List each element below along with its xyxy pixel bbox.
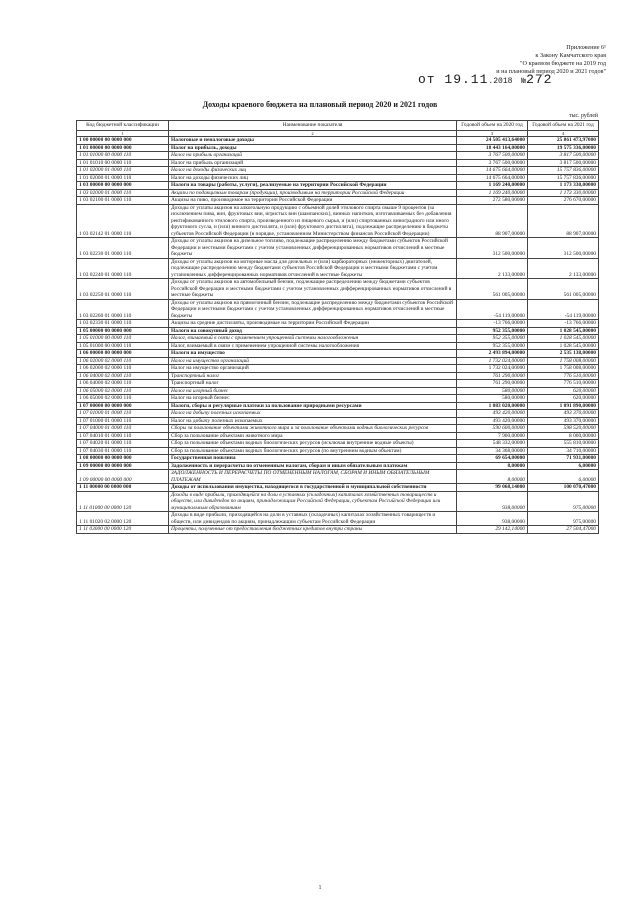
row-value-2021: 276 670,00000 <box>528 197 599 205</box>
row-value-2021: 2 535 138,00000 <box>528 350 599 358</box>
row-code: 1 06 05000 02 0000 110 <box>77 395 169 403</box>
row-value-2021: -54 119,00000 <box>528 299 599 320</box>
row-value-2021: 15 757 836,00000 <box>528 174 599 182</box>
row-value-2021: 493 370,00000 <box>528 410 599 418</box>
row-code: 1 01 00000 00 0000 000 <box>77 144 169 152</box>
row-name: Сбор за пользование объектами водных биологических ресурсов (исключая внутренние водные объекты) <box>169 440 457 448</box>
row-name: Доходы от уплаты акцизов на моторные масла для дизельных и (или) карбюраторных (инжекторных) двигателей, подлежащие распределению между бюджетами субъектов Российской Федерации и местными бюджетами с учетом установленных дифференцированных нормативов отчислений в местные бюджеты <box>169 258 457 279</box>
table-row <box>77 455 599 463</box>
stamp-date: от 19.11 <box>418 72 489 87</box>
row-value-2021: 620,00000 <box>528 387 599 395</box>
row-value-2021: 3 817 500,00000 <box>528 159 599 167</box>
table-row <box>77 372 599 380</box>
row-value-2020: 8,00000 <box>457 462 528 470</box>
table-row <box>77 402 599 410</box>
table-row <box>77 365 599 373</box>
row-name: Налог на добычу полезных ископаемых <box>169 410 457 418</box>
row-value-2021: 312 500,00000 <box>528 238 599 259</box>
row-code: 1 07 00000 00 0000 000 <box>77 402 169 410</box>
table-row <box>77 357 599 365</box>
table-row <box>77 335 599 343</box>
row-value-2021: 3 817 500,00000 <box>528 152 599 160</box>
row-value-2020: 272 580,00000 <box>457 197 528 205</box>
row-code: 1 05 01000 00 0000 110 <box>77 342 169 350</box>
row-name: Доходы в виде прибыли, приходящейся на доли в уставных (складочных) капиталах хозяйственных товариществ и обществ, или дивидендов по акциям, принадлежащим субъектам Российской Федерации <box>169 512 457 526</box>
row-code: 1 07 01000 01 0000 110 <box>77 410 169 418</box>
row-value-2021: 598 520,00000 <box>528 425 599 433</box>
table-row <box>77 395 599 403</box>
row-value-2020: 3 767 500,00000 <box>457 152 528 160</box>
stamp-number-prefix: № <box>521 77 527 86</box>
row-code: 1 06 02000 02 0000 110 <box>77 357 169 365</box>
table-row <box>77 238 599 259</box>
appendix-line: "О краевом бюджете на 2019 год <box>520 60 606 67</box>
row-value-2020: 548 332,00000 <box>457 440 528 448</box>
row-code: 1 08 00000 00 0000 000 <box>77 455 169 463</box>
row-value-2020: 29 142,14000 <box>457 526 528 534</box>
table-row <box>77 144 599 152</box>
table-row <box>77 320 599 328</box>
row-value-2021: 100 070,47000 <box>528 484 599 492</box>
row-value-2021: 6,00000 <box>528 470 599 484</box>
appendix-line: Приложение 6¹ <box>566 44 606 51</box>
row-code: 1 03 02100 01 0000 110 <box>77 197 169 205</box>
table-row <box>77 491 599 512</box>
row-name: Налог, взимаемый в связи с применением упрощенной системы налогообложения <box>169 335 457 343</box>
table-row <box>77 279 599 300</box>
row-value-2020: 3 767 500,00000 <box>457 159 528 167</box>
row-name: Доходы от уплаты акцизов на автомобильный бензин, подлежащие распределению между бюджетами субъектов Российской Федерации и местными бюджетами с учетом установленных дифференцированных нормативов отчислений в местные бюджеты <box>169 279 457 300</box>
table-row <box>77 342 599 350</box>
row-value-2021: 776 510,00000 <box>528 380 599 388</box>
row-code: 1 03 02260 01 0000 110 <box>77 299 169 320</box>
row-code: 1 05 01000 00 0000 110 <box>77 335 169 343</box>
row-name: Акцизы на средние дистилляты, производимые на территории Российской Федерации <box>169 320 457 328</box>
row-name: Налог на доходы физических лиц <box>169 167 457 175</box>
row-value-2021: 620,00000 <box>528 395 599 403</box>
column-number: 1 <box>77 131 169 137</box>
row-name: Налоги на имущество <box>169 350 457 358</box>
stamp-number: 272 <box>526 72 553 87</box>
row-code: 1 03 00000 00 0000 000 <box>77 182 169 190</box>
row-value-2020: 24 505 413,64000 <box>457 137 528 145</box>
table-header-row <box>77 121 599 131</box>
row-code: 1 07 04000 01 0000 110 <box>77 425 169 433</box>
table-row <box>77 462 599 470</box>
table-row <box>77 425 599 433</box>
row-code: 1 06 02000 02 0000 110 <box>77 365 169 373</box>
row-code: 1 07 04020 01 0000 110 <box>77 440 169 448</box>
table-row <box>77 299 599 320</box>
row-value-2020: 18 443 164,00000 <box>457 144 528 152</box>
row-value-2021: 975,00000 <box>528 491 599 512</box>
row-code: 1 11 03000 00 0000 120 <box>77 526 169 534</box>
row-name: Налоги, сборы и регулярные платежи за пользование природными ресурсами <box>169 402 457 410</box>
row-value-2020: 1 169 240,00000 <box>457 189 528 197</box>
row-code: 1 03 02250 01 0000 110 <box>77 279 169 300</box>
table-row <box>77 470 599 484</box>
row-name: Сборы за пользование объектами животного мира и за пользование объектами водных биологических ресурсов <box>169 425 457 433</box>
row-code: 1 00 00000 00 0000 000 <box>77 137 169 145</box>
row-value-2021: 34 710,00000 <box>528 447 599 455</box>
table-row <box>77 174 599 182</box>
row-code: 1 07 04030 01 0000 110 <box>77 447 169 455</box>
column-number: 2 <box>169 131 457 137</box>
table-row <box>77 484 599 492</box>
row-value-2021: 19 575 336,00000 <box>528 144 599 152</box>
row-code: 1 03 02000 01 0000 110 <box>77 189 169 197</box>
row-code: 1 07 04010 01 0000 110 <box>77 432 169 440</box>
row-value-2021: 776 510,00000 <box>528 372 599 380</box>
revenue-table <box>76 120 599 534</box>
row-code: 1 09 00000 00 0000 000 <box>77 462 169 470</box>
row-value-2020: 952 355,00000 <box>457 342 528 350</box>
row-code: 1 11 00000 00 0000 000 <box>77 484 169 492</box>
table-row <box>77 440 599 448</box>
row-name: Налог, взимаемый в связи с применением упрощенной системы налогообложения <box>169 342 457 350</box>
row-value-2020: 14 675 664,00000 <box>457 167 528 175</box>
table-row <box>77 327 599 335</box>
row-value-2020: 1 732 024,00000 <box>457 365 528 373</box>
table-row <box>77 197 599 205</box>
row-value-2021: 555 810,00000 <box>528 440 599 448</box>
date-stamp <box>418 72 552 87</box>
row-name: Налог на игорный бизнес <box>169 387 457 395</box>
row-code: 1 01 01010 00 0000 110 <box>77 159 169 167</box>
row-value-2020: 761 290,00000 <box>457 372 528 380</box>
row-code: 1 03 02240 01 0000 110 <box>77 258 169 279</box>
table-row <box>77 152 599 160</box>
row-value-2020: 8,00000 <box>457 470 528 484</box>
row-value-2021: 493 370,00000 <box>528 417 599 425</box>
appendix-line: и на плановый период 2020 и 2021 годов" <box>496 68 606 75</box>
row-code: 1 01 02000 01 0000 110 <box>77 167 169 175</box>
row-name: Доходы от уплаты акцизов на алкогольную продукцию с объемной долей этилового спирта свыше 9 процентов (за исключением пива, вин, фруктовых вин, игристых вин (шампанских), винных напитков, изготавливаемых без добавления ректификованного этилового спирта, произведенного из пищевого сырья, и (или) спиртованных виноградного или иного фруктового сусла, и (или) винного дистиллята, и (или) фруктового дистиллята), подлежащие распределению в бюджеты субъектов Российской Федерации (в порядке, установленном Министерством финансов Российской Федерации) <box>169 204 457 238</box>
appendix-line: к Закону Камчатского края <box>535 52 606 59</box>
row-name: Транспортный налог <box>169 380 457 388</box>
row-value-2020: 2 133,00000 <box>457 258 528 279</box>
stamp-year: .2018 <box>488 77 513 86</box>
table-row <box>77 417 599 425</box>
table-row <box>77 447 599 455</box>
row-value-2020: 2 493 894,00000 <box>457 350 528 358</box>
row-value-2021: 2 133,00000 <box>528 258 599 279</box>
row-name: Налог на имущество организаций <box>169 357 457 365</box>
table-row <box>77 512 599 526</box>
row-code: 1 05 00000 00 0000 000 <box>77 327 169 335</box>
row-name: Налог на прибыль организаций <box>169 159 457 167</box>
column-number: 4 <box>528 131 599 137</box>
row-value-2021: -13 766,00000 <box>528 320 599 328</box>
row-value-2020: 1 083 020,00000 <box>457 402 528 410</box>
table-row <box>77 159 599 167</box>
row-value-2020: 1 169 240,00000 <box>457 182 528 190</box>
document-title: Доходы краевого бюджета на плановый период 2020 и 2021 годов <box>202 100 438 109</box>
row-name: Налог на добычу полезных ископаемых <box>169 417 457 425</box>
row-value-2021: 1 091 890,00000 <box>528 402 599 410</box>
table-row <box>77 137 599 145</box>
table-row <box>77 387 599 395</box>
row-value-2021: 975,00000 <box>528 512 599 526</box>
row-value-2020: 7 900,00000 <box>457 432 528 440</box>
table-row <box>77 182 599 190</box>
row-name: Задолженность и перерасчеты по отмененным налогам, сборам и иным обязательным платежам <box>169 462 457 470</box>
row-value-2021: 1 173 330,00000 <box>528 182 599 190</box>
row-value-2020: 580,00000 <box>457 395 528 403</box>
row-code: 1 01 01000 00 0000 110 <box>77 152 169 160</box>
row-value-2021: 1 028 545,00000 <box>528 327 599 335</box>
header-code: Код бюджетной классификации <box>77 121 169 131</box>
row-name: Налог на прибыль, доходы <box>169 144 457 152</box>
row-code: 1 11 01000 00 0000 120 <box>77 491 169 512</box>
row-value-2021: 6,00000 <box>528 462 599 470</box>
row-value-2020: -54 119,00000 <box>457 299 528 320</box>
row-name: Сбор за пользование объектами водных биологических ресурсов (по внутренним водным объектам) <box>169 447 457 455</box>
row-value-2020: 580,00000 <box>457 387 528 395</box>
row-value-2020: 493 420,00000 <box>457 410 528 418</box>
row-code: 1 06 00000 00 0000 000 <box>77 350 169 358</box>
row-value-2020: 938,00000 <box>457 512 528 526</box>
row-value-2020: 952 355,00000 <box>457 327 528 335</box>
table-row <box>77 380 599 388</box>
row-value-2020: 1 732 024,00000 <box>457 357 528 365</box>
row-name: Налоги на совокупный доход <box>169 327 457 335</box>
row-value-2021: 561 005,00000 <box>528 279 599 300</box>
table-row <box>77 167 599 175</box>
header-2021: Годовой объем на 2021 год <box>528 121 599 131</box>
page-number: 1 <box>318 885 322 891</box>
table-row <box>77 350 599 358</box>
row-value-2021: 15 757 836,00000 <box>528 167 599 175</box>
row-name: Налоговые и неналоговые доходы <box>169 137 457 145</box>
row-value-2021: 1 758 008,00000 <box>528 365 599 373</box>
table-row <box>77 204 599 238</box>
row-name: Доходы от уплаты акцизов на дизельное топливо, подлежащие распределению между бюджетами субъектов Российской Федерации и местными бюджетами с учетом установленных дифференцированных нормативов отчислений в местные бюджеты <box>169 238 457 259</box>
row-code: 1 03 02142 01 0000 110 <box>77 204 169 238</box>
row-value-2021: 8 000,00000 <box>528 432 599 440</box>
row-value-2021: 88 907,00000 <box>528 204 599 238</box>
header-name: Наименование показателя <box>169 121 457 131</box>
row-code: 1 03 02330 01 0000 110 <box>77 320 169 328</box>
row-code: 1 09 00000 00 0000 000 <box>77 470 169 484</box>
row-code: 1 03 02230 01 0000 110 <box>77 238 169 259</box>
row-name: Доходы от уплаты акцизов на прямогонный бензин, подлежащие распределению между бюджетами субъектов Российской Федерации и местными бюджетами с учетом установленных дифференцированных нормативов отчислений в местные бюджеты <box>169 299 457 320</box>
row-value-2020: 34 368,00000 <box>457 447 528 455</box>
row-name: Налог на доходы физических лиц <box>169 174 457 182</box>
row-name: Акцизы на пиво, производимое на территории Российской Федерации <box>169 197 457 205</box>
row-value-2020: 14 675 664,00000 <box>457 174 528 182</box>
row-name: Проценты, полученные от предоставления бюджетных кредитов внутри страны <box>169 526 457 534</box>
table-row <box>77 189 599 197</box>
row-value-2021: 1 173 330,00000 <box>528 189 599 197</box>
row-code: 1 06 05000 02 0000 110 <box>77 387 169 395</box>
units-label: тыс. рублей <box>569 113 598 119</box>
header-2020: Годовой объем на 2020 год <box>457 121 528 131</box>
row-value-2020: 938,00000 <box>457 491 528 512</box>
row-name: Доходы от использования имущества, находящегося в государственной и муниципальной собственности <box>169 484 457 492</box>
row-code: 1 01 02000 01 0000 110 <box>77 174 169 182</box>
row-value-2020: 88 907,00000 <box>457 204 528 238</box>
row-name: Транспортный налог <box>169 372 457 380</box>
table-row <box>77 526 599 534</box>
row-name: Налог на игорный бизнес <box>169 395 457 403</box>
row-value-2021: 27 504,47000 <box>528 526 599 534</box>
row-name: Налог на имущество организаций <box>169 365 457 373</box>
row-name: Налог на прибыль организаций <box>169 152 457 160</box>
row-value-2020: 952 355,00000 <box>457 335 528 343</box>
row-name: Налоги на товары (работы, услуги), реализуемые на территории Российской Федерации <box>169 182 457 190</box>
row-value-2021: 1 758 008,00000 <box>528 357 599 365</box>
row-code: 1 11 01020 02 0000 120 <box>77 512 169 526</box>
row-value-2021: 71 931,00000 <box>528 455 599 463</box>
row-value-2021: 25 861 473,97000 <box>528 137 599 145</box>
row-value-2021: 1 028 545,00000 <box>528 342 599 350</box>
table-row <box>77 410 599 418</box>
row-name: Акцизы по подакцизным товарам (продукции), производимым на территории Российской Федерации <box>169 189 457 197</box>
row-value-2020: 561 005,00000 <box>457 279 528 300</box>
row-code: 1 06 04000 02 0000 110 <box>77 372 169 380</box>
row-name: Государственная пошлина <box>169 455 457 463</box>
row-name: ЗАДОЛЖЕННОСТЬ И ПЕРЕРАСЧЕТЫ ПО ОТМЕНЕННЫМ НАЛОГАМ, СБОРАМ И ИНЫМ ОБЯЗАТЕЛЬНЫМ ПЛАТЕЖАМ <box>169 470 457 484</box>
row-name: Доходы в виде прибыли, приходящейся на доли в уставных (складочных) капиталах хозяйственных товариществ и обществ, или дивидендов по акциям, принадлежащим Российской Федерации, субъектам Российской Федерации или муниципальным образованиям <box>169 491 457 512</box>
row-value-2020: 69 654,00000 <box>457 455 528 463</box>
row-value-2021: 1 028 545,00000 <box>528 335 599 343</box>
row-code: 1 07 01000 01 0000 110 <box>77 417 169 425</box>
row-name: Сбор за пользование объектами животного мира <box>169 432 457 440</box>
row-value-2020: 761 290,00000 <box>457 380 528 388</box>
row-value-2020: 493 420,00000 <box>457 417 528 425</box>
row-value-2020: 99 068,14000 <box>457 484 528 492</box>
row-value-2020: 312 500,00000 <box>457 238 528 259</box>
row-value-2020: -13 766,00000 <box>457 320 528 328</box>
row-code: 1 06 04000 02 0000 110 <box>77 380 169 388</box>
table-row <box>77 432 599 440</box>
column-number: 3 <box>457 131 528 137</box>
table-row <box>77 258 599 279</box>
row-value-2020: 590 600,00000 <box>457 425 528 433</box>
